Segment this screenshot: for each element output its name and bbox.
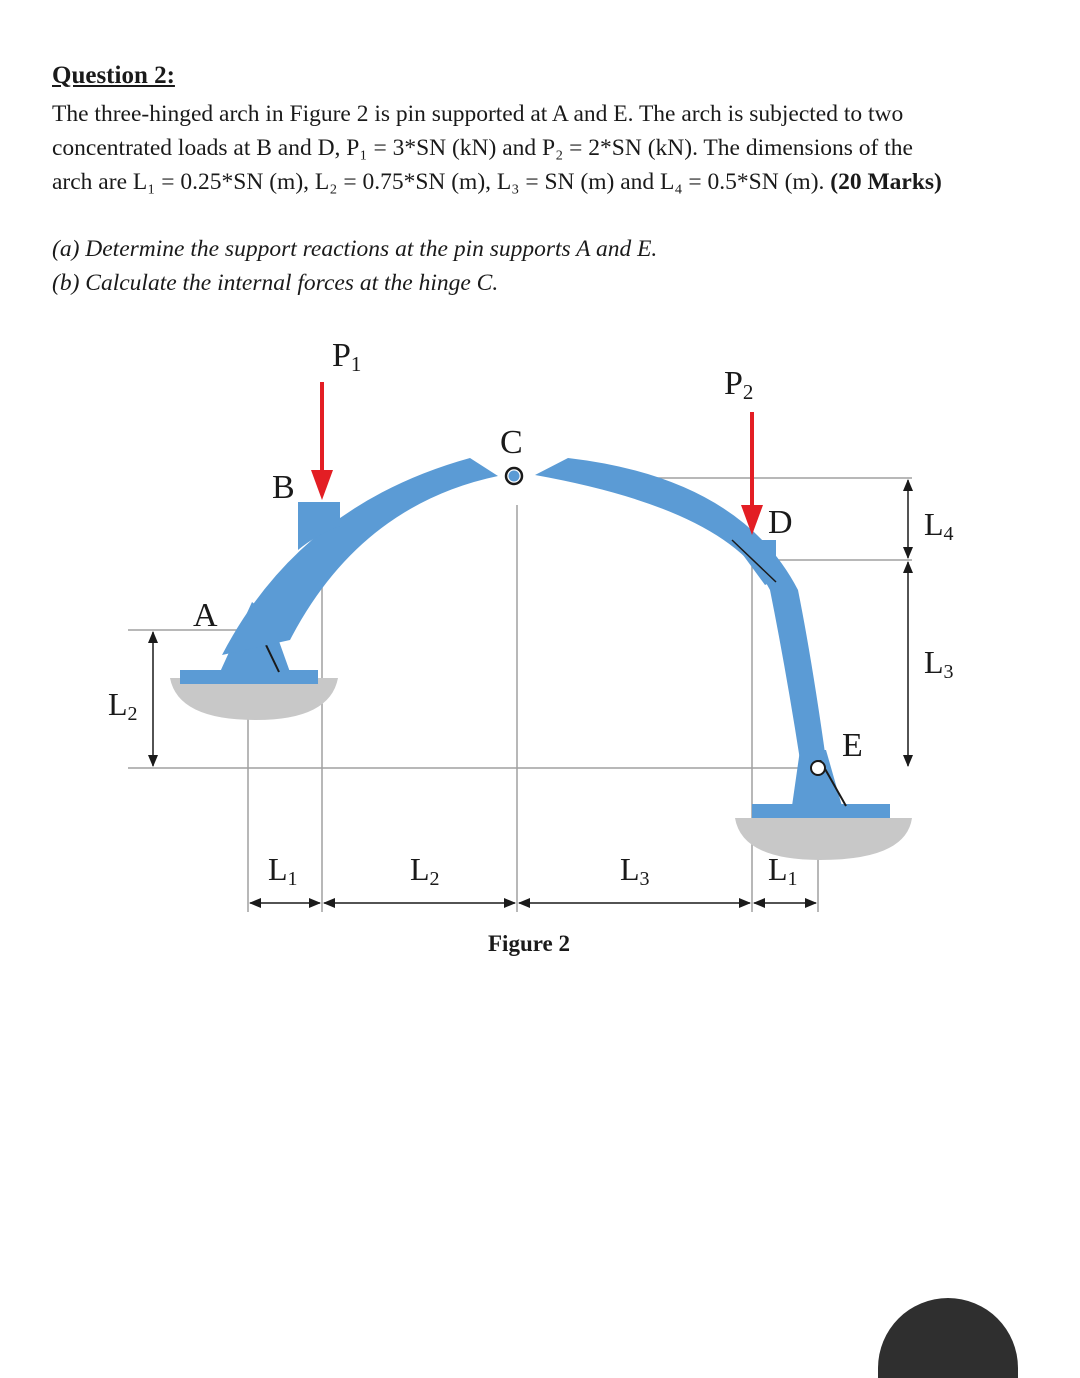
label-dim-b3-sub: 3 [639,868,650,890]
figure-caption: Figure 2 [488,931,570,956]
label-p2-sub: 2 [742,380,754,404]
question-line-2: concentrated loads at B and D, P₁ = 3*SN (kN) and P₂ = 2*SN (kN). The dimensions of the [52,135,913,161]
label-dim-left-l2-main: L [108,686,128,722]
label-dim-bottom-l3 [620,851,650,890]
task-list [52,232,657,300]
label-dim-right-l3-sub: 3 [943,661,954,683]
marks-label: (20 Marks) [830,169,942,195]
label-dim-l4 [924,506,954,545]
label-dim-b2-sub: 2 [429,868,440,890]
label-c: C [500,424,523,461]
label-p2 [724,365,753,404]
label-p1-sub: 1 [350,352,362,376]
label-dim-b4-main: L [768,851,788,887]
label-a: A [193,597,218,634]
question-line-3-text: arch are L₁ = 0.25*SN (m), L₂ = 0.75*SN (m), L₃ = SN (m) and L₄ = 0.5*SN (m). [52,169,825,195]
label-e: E [842,727,863,764]
label-d: D [768,504,793,541]
load-p1 [311,382,333,500]
floating-action-bubble[interactable] [878,1298,1018,1378]
question-line-3 [52,165,1018,199]
pin-e [811,761,825,775]
label-dim-bottom-l1-left [268,851,298,890]
label-dim-b1-sub: 1 [287,868,298,890]
label-dim-b3-main: L [620,851,640,887]
base-plate-e [752,804,890,818]
arch-left-member [222,458,498,655]
label-dim-bottom-l2 [410,851,440,890]
arch-figure [0,330,1080,970]
label-dim-l4-sub: 4 [943,523,954,545]
label-b: B [272,469,295,506]
label-p1 [332,337,361,376]
task-a: (a) Determine the support reactions at the pin supports A and E. [52,236,658,262]
label-dim-l4-main: L [924,506,944,542]
label-dim-b2-main: L [410,851,430,887]
label-dim-left-l2-sub: 2 [127,703,138,725]
load-p1-head [311,470,333,500]
label-p1-main: P [332,337,351,374]
question-body [52,97,1018,199]
task-b: (b) Calculate the internal forces at the hinge C. [52,270,499,296]
hinge-c-fill [509,471,520,482]
question-title: Question 2: [52,62,175,89]
ground-a [170,678,338,720]
question-line-1: The three-hinged arch in Figure 2 is pin supported at A and E. The arch is subjected to two [52,101,904,127]
label-dim-right-l3 [924,644,954,683]
support-e [735,750,912,860]
arch [222,458,826,760]
ground-e [735,818,912,860]
label-dim-left-l2 [108,686,138,725]
load-p2 [741,412,763,535]
label-dim-b1-main: L [268,851,288,887]
label-dim-right-l3-main: L [924,644,944,680]
label-dim-b4-sub: 1 [787,868,798,890]
base-plate-a [180,670,318,684]
label-p2-main: P [724,365,743,402]
